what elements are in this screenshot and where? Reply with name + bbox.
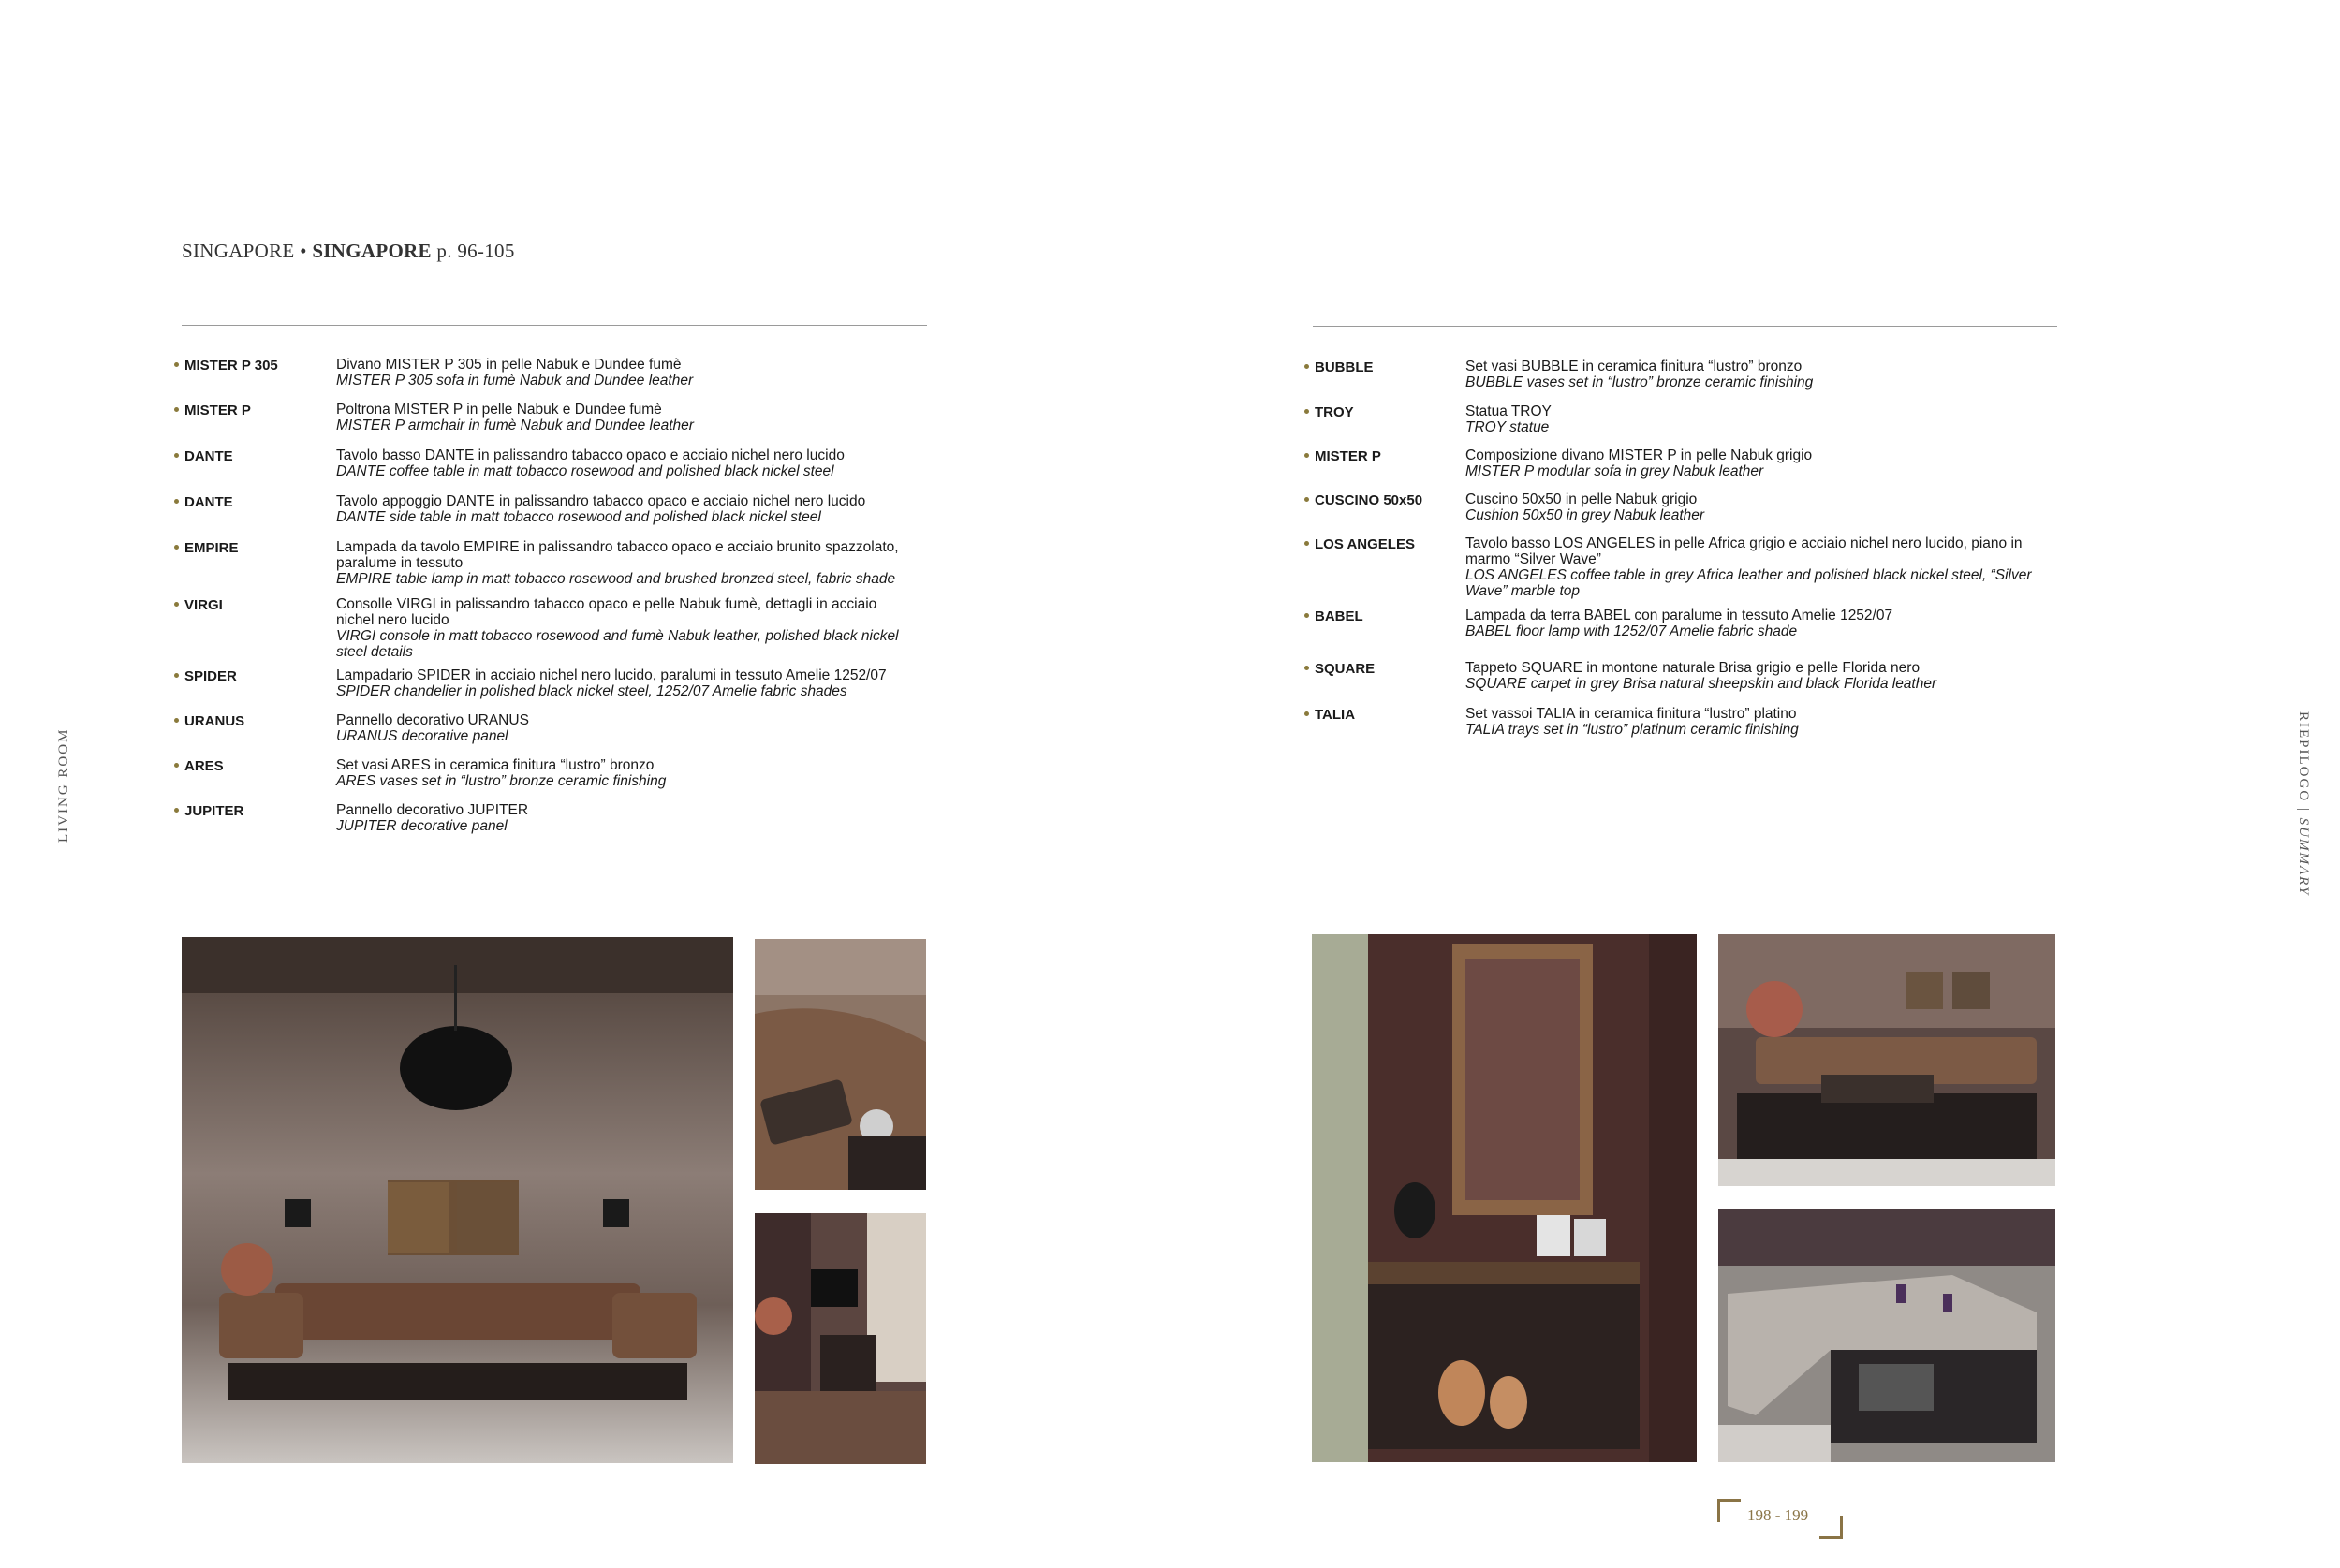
bullet-icon <box>174 763 179 768</box>
item-desc-it: Set vassoi TALIA in ceramica finitura “lustro” platino <box>1465 706 1797 722</box>
right-divider <box>1313 326 2057 327</box>
item-code: MISTER P <box>1315 448 1381 464</box>
item-code: BABEL <box>1315 608 1363 624</box>
item-code: VIRGI <box>184 597 223 613</box>
console-mirror-image <box>1312 934 1697 1462</box>
item-desc-it: Tappeto SQUARE in montone naturale Brisa grigio e pelle Florida nero <box>1465 660 1921 676</box>
title-name: SINGAPORE <box>312 240 432 262</box>
living-room-image <box>182 937 733 1463</box>
item-code: TALIA <box>1315 707 1356 723</box>
corner-bracket-top-left <box>1717 1499 1741 1522</box>
item-code: TROY <box>1315 404 1354 420</box>
bullet-icon <box>1304 666 1309 670</box>
item-code: URANUS <box>184 713 245 729</box>
item-desc-en: EMPIRE table lamp in matt tobacco rosewood and brushed bronzed steel, fabric shade <box>336 571 896 587</box>
page-number: 198 - 199 <box>1747 1506 1809 1524</box>
item-desc-en: JUPITER decorative panel <box>336 818 508 834</box>
item-code: SPIDER <box>184 668 237 684</box>
item-desc-en: URANUS decorative panel <box>336 728 508 744</box>
item-desc-en: SQUARE carpet in grey Brisa natural sheepskin and black Florida leather <box>1465 676 1937 692</box>
right-product-list <box>1304 359 2063 752</box>
bullet-icon <box>1304 613 1309 618</box>
bullet-icon <box>174 718 179 723</box>
item-desc-it: Pannello decorativo JUPITER <box>336 802 529 818</box>
bullet-icon <box>1304 453 1309 458</box>
bullet-icon <box>174 545 179 550</box>
photo-lamp-detail <box>755 1213 926 1464</box>
bullet-icon <box>174 602 179 607</box>
bullet-icon <box>174 673 179 678</box>
item-desc-it: Lampada da terra BABEL con paralume in tessuto Amelie 1252/07 <box>1465 608 1893 623</box>
item-desc-it: Statua TROY <box>1465 403 1552 419</box>
item-desc-en: TALIA trays set in “lustro” platinum ceramic finishing <box>1465 722 1799 738</box>
item-code: JUPITER <box>184 803 244 819</box>
item-desc-en: SPIDER chandelier in polished black nickel steel, 1252/07 Amelie fabric shades <box>336 683 847 699</box>
item-code: BUBBLE <box>1315 359 1374 375</box>
bullet-icon <box>1304 497 1309 502</box>
item-desc-en: MISTER P modular sofa in grey Nabuk leather <box>1465 463 1764 479</box>
photo-sofa-detail <box>755 939 926 1190</box>
item-desc-it: Consolle VIRGI in palissandro tabacco opaco e pelle Nabuk fumè, dettagli in acciaio nichel nero lucido <box>336 596 877 628</box>
item-desc-it: Composizione divano MISTER P in pelle Nabuk grigio <box>1465 447 1813 463</box>
bullet-icon <box>174 362 179 367</box>
item-desc-en: ARES vases set in “lustro” bronze ceramic finishing <box>336 773 667 789</box>
item-desc-it: Tavolo basso LOS ANGELES in pelle Africa grigio e acciaio nichel nero lucido, piano in marmo “Silver Wave” <box>1465 535 2023 567</box>
item-desc-it: Set vasi ARES in ceramica finitura “lustro” bronzo <box>336 757 655 773</box>
side-label-summary: RIEPILOGO | SUMMARY <box>2296 711 2311 897</box>
bullet-icon <box>174 499 179 504</box>
item-code: DANTE <box>184 448 233 464</box>
left-product-list <box>174 357 914 843</box>
title-collection: SINGAPORE • <box>182 240 313 262</box>
item-desc-it: Lampada da tavolo EMPIRE in palissandro tabacco opaco e acciaio brunito spazzolato, paralume in tessuto <box>336 539 899 571</box>
item-code: CUSCINO 50x50 <box>1315 492 1423 508</box>
item-desc-en: BABEL floor lamp with 1252/07 Amelie fabric shade <box>1465 623 1798 639</box>
item-desc-en: LOS ANGELES coffee table in grey Africa leather and polished black nickel steel, “Silver Wave” marble top <box>1465 567 2032 599</box>
item-desc-it: Pannello decorativo URANUS <box>336 712 529 728</box>
item-desc-en: DANTE side table in matt tobacco rosewood and polished black nickel steel <box>336 509 821 525</box>
corner-bracket-bottom-right <box>1819 1516 1843 1539</box>
item-desc-it: Tavolo basso DANTE in palissandro tabacco opaco e acciaio nichel nero lucido <box>336 447 845 463</box>
page-title <box>182 240 515 263</box>
bullet-icon <box>1304 364 1309 369</box>
side-label-living-room: LIVING ROOM <box>56 727 71 843</box>
item-desc-en: MISTER P armchair in fumè Nabuk and Dundee leather <box>336 418 694 433</box>
item-desc-it: Lampadario SPIDER in acciaio nichel nero lucido, paralumi in tessuto Amelie 1252/07 <box>336 667 887 683</box>
modular-sofa-image <box>1718 1209 2055 1462</box>
item-desc-it: Cuscino 50x50 in pelle Nabuk grigio <box>1465 491 1698 507</box>
left-divider <box>182 325 927 326</box>
item-desc-it: Set vasi BUBBLE in ceramica finitura “lustro” bronzo <box>1465 359 1803 374</box>
item-desc-en: TROY statue <box>1465 419 1550 435</box>
item-desc-it: Tavolo appoggio DANTE in palissandro tabacco opaco e acciaio nichel nero lucido <box>336 493 866 509</box>
bullet-icon <box>174 407 179 412</box>
bullet-icon <box>1304 541 1309 546</box>
sofa-detail-image <box>755 939 926 1190</box>
item-desc-en: VIRGI console in matt tobacco rosewood and fumè Nabuk leather, polished black nickel steel details <box>336 628 899 660</box>
item-code: ARES <box>184 758 224 774</box>
item-code: LOS ANGELES <box>1315 536 1415 552</box>
item-desc-en: DANTE coffee table in matt tobacco rosewood and polished black nickel steel <box>336 463 834 479</box>
item-code: MISTER P <box>184 403 251 418</box>
lamp-detail-image <box>755 1213 926 1464</box>
bullet-icon <box>1304 711 1309 716</box>
item-code: DANTE <box>184 494 233 510</box>
item-desc-en: MISTER P 305 sofa in fumè Nabuk and Dundee leather <box>336 373 694 388</box>
photo-living-room <box>182 937 733 1463</box>
item-code: EMPIRE <box>184 540 239 556</box>
living-overview-image <box>1718 934 2055 1186</box>
bullet-icon <box>174 808 179 813</box>
photo-console-mirror <box>1312 934 1697 1462</box>
item-desc-en: Cushion 50x50 in grey Nabuk leather <box>1465 507 1705 523</box>
item-code: SQUARE <box>1315 661 1376 677</box>
item-desc-en: BUBBLE vases set in “lustro” bronze ceramic finishing <box>1465 374 1814 390</box>
photo-living-overview <box>1718 934 2055 1186</box>
item-code: MISTER P 305 <box>184 358 278 374</box>
title-pages: p. 96-105 <box>431 240 515 262</box>
item-desc-it: Divano MISTER P 305 in pelle Nabuk e Dundee fumè <box>336 357 682 373</box>
item-desc-it: Poltrona MISTER P in pelle Nabuk e Dundee fumè <box>336 402 662 418</box>
bullet-icon <box>174 453 179 458</box>
bullet-icon <box>1304 409 1309 414</box>
photo-modular-sofa <box>1718 1209 2055 1462</box>
